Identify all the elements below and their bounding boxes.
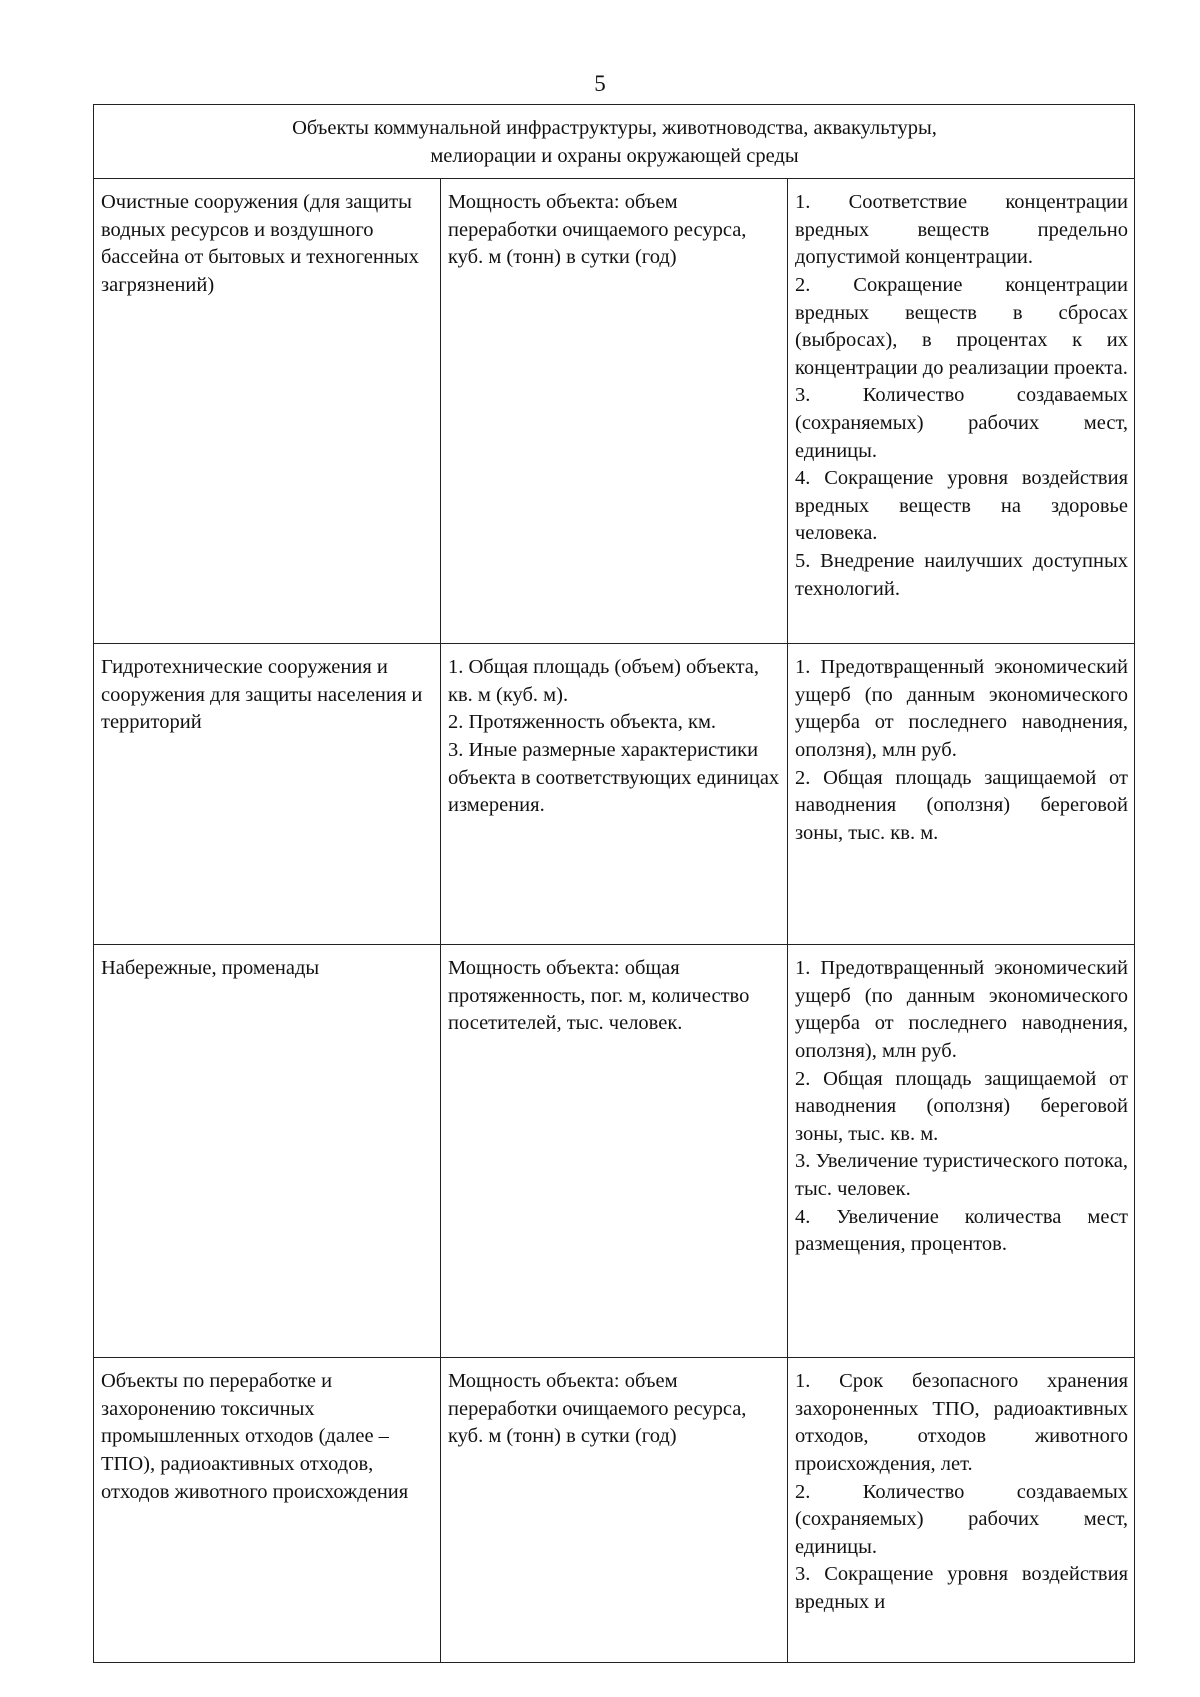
indicators-cell — [788, 644, 1135, 945]
section-header-row — [94, 105, 1135, 179]
object-cell — [94, 945, 441, 1358]
object-name: Гидротехнические сооружения и сооружения для защиты населения и территорий — [101, 656, 423, 734]
indicator-item: 3. Количество создаваемых (сохраняемых) рабочих мест, единицы. — [795, 384, 1128, 462]
indicator-item: 1. Предотвращенный экономический ущерб (по данным экономического ущерба от последнего наводнения, оползня), млн руб. — [795, 957, 1128, 1062]
table-row — [94, 1358, 1135, 1663]
indicator-item: 5. Внедрение наилучших доступных технологий. — [795, 549, 1128, 600]
indicator-item: 1. Срок безопасного хранения захороненных ТПО, радиоактивных отходов, отходов животного происхождения, лет. — [795, 1370, 1128, 1475]
indicators-cell — [788, 179, 1135, 644]
capacity-item: Мощность объекта: объем переработки очищаемого ресурса, куб. м (тонн) в сутки (год) — [448, 1370, 747, 1448]
table-row — [94, 179, 1135, 644]
indicator-item: 4. Сокращение уровня воздействия вредных веществ на здоровье человека. — [795, 467, 1128, 545]
table-row — [94, 644, 1135, 945]
object-cell — [94, 179, 441, 644]
capacity-item: Мощность объекта: общая протяженность, пог. м, количество посетителей, тыс. человек. — [448, 957, 750, 1035]
section-title-line-2: мелиорации и охраны окружающей среды — [430, 144, 799, 167]
indicator-item: 3. Увеличение туристического потока, тыс. человек. — [795, 1150, 1128, 1200]
capacity-item: 3. Иные размерные характеристики объекта в соответствующих единицах измерения. — [448, 738, 780, 817]
indicator-item: 2. Общая площадь защищаемой от наводнения (оползня) береговой зоны, тыс. кв. м. — [795, 1067, 1128, 1145]
capacity-cell — [441, 1358, 788, 1663]
capacity-cell — [441, 179, 788, 644]
indicators-cell — [788, 1358, 1135, 1663]
indicator-item: 3. Сокращение уровня воздействия вредных и — [795, 1563, 1128, 1613]
object-name: Объекты по переработке и захоронению токсичных промышленных отходов (далее – ТПО), радиоактивных отходов, отходов животного происхождения — [101, 1370, 409, 1503]
capacity-item: 2. Протяженность объекта, км. — [448, 711, 717, 734]
infrastructure-table — [93, 104, 1135, 1663]
indicator-item: 1. Предотвращенный экономический ущерб (по данным экономического ущерба от последнего наводнения, оползня), млн руб. — [795, 656, 1128, 761]
capacity-cell — [441, 945, 788, 1358]
capacity-item: Мощность объекта: объем переработки очищаемого ресурса, куб. м (тонн) в сутки (год) — [448, 191, 747, 269]
object-name: Набережные, променады — [101, 957, 320, 980]
capacity-item: 1. Общая площадь (объем) объекта, кв. м (куб. м). — [448, 656, 760, 706]
section-header — [94, 105, 1135, 179]
indicator-item: 2. Количество создаваемых (сохраняемых) рабочих мест, единицы. — [795, 1480, 1128, 1558]
section-title-line-1: Объекты коммунальной инфраструктуры, животноводства, аквакультуры, — [292, 117, 937, 139]
indicator-item: 2. Сокращение концентрации вредных веществ в сбросах (выбросах), в процентах к их концентрации до реализации проекта. — [795, 273, 1128, 379]
indicator-item: 4. Увеличение количества мест размещения, процентов. — [795, 1205, 1128, 1256]
object-cell — [94, 1358, 441, 1663]
page-number: 5 — [594, 71, 606, 96]
object-cell — [94, 644, 441, 945]
indicators-cell — [788, 945, 1135, 1358]
capacity-cell — [441, 644, 788, 945]
indicator-item: 1. Соответствие концентрации вредных веществ предельно допустимой концентрации. — [795, 191, 1128, 269]
table-row — [94, 945, 1135, 1358]
indicator-item: 2. Общая площадь защищаемой от наводнения (оползня) береговой зоны, тыс. кв. м. — [795, 766, 1128, 844]
object-name: Очистные сооружения (для защиты водных ресурсов и воздушного бассейна от бытовых и техногенных загрязнений) — [101, 191, 419, 296]
